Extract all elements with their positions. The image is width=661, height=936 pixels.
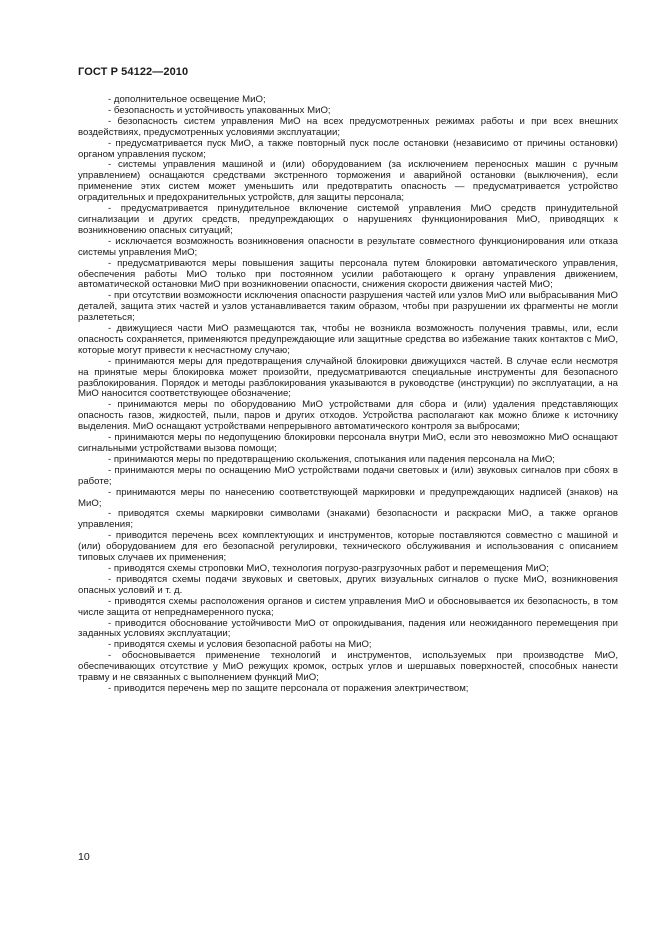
paragraph: - обосновывается применение технологий и инструментов, используемых при производстве МиО, обеспечивающих отсутствие у МиО режущих кромок, острых углов и шершавых поверхностей, способных нанести травму и не связанных с выполнением функций МиО; bbox=[78, 650, 618, 684]
paragraph: - дополнительное освещение МиО; bbox=[108, 94, 266, 105]
paragraph: - приводятся схемы строповки МиО, технология погрузо-разгрузочных работ и перемещения МиО; bbox=[108, 562, 549, 574]
paragraph: - приводятся схемы подачи звуковых и световых, других визуальных сигналов о пуске МиО, возникновения опасных условий и т. д. bbox=[78, 573, 618, 596]
paragraph: - движущиеся части МиО размещаются так, чтобы не возникла возможность получения травмы, или, если опасность сохраняется, применяются предупреждающие или защитные средства во избежание таких контактов с МиО, которые могут привести к несчастному случаю; bbox=[78, 323, 618, 356]
paragraph: - предусматривается принудительное включение системой управления МиО средств принудительной сигнализации и других средств, предупреждающих о нарушениях функционирования МиО, приводящих к возникновению опасных ситуаций; bbox=[78, 203, 618, 236]
paragraph: - принимаются меры по предотвращению скольжения, спотыкания или падения персонала на МиО; bbox=[108, 453, 555, 465]
paragraph: - принимаются меры для предотвращения случайной блокировки движущихся частей. В случае если несмотря на принятые меры блокировка может произойти, предусматриваются специальные инструменты для безопасного разблокирования. Порядок и методы разблокирования указываются в руководстве (инструкции) по эксплуатации, а на МиО наносится соответствующее обозначение; bbox=[78, 355, 618, 400]
document-header: ГОСТ Р 54122—2010 bbox=[78, 66, 189, 78]
paragraph: - предусматривается пуск МиО, а также повторный пуск после остановки (независимо от причины остановки) органом управления пуском; bbox=[78, 137, 618, 160]
paragraph: - принимаются меры по оборудованию МиО устройствами для сбора и (или) удаления представляющих опасность газов, жидкостей, пыли, паров и других отходов. Устройства располагают как можно ближе к источнику выделения. МиО оснащают устройствами непрерывного автоматического контроля за выбросами; bbox=[78, 399, 618, 433]
paragraph: - принимаются меры по недопущению блокировки персонала внутри МиО, если это невозможно МиО оснащают сигнальными устройствами вызова помощи; bbox=[78, 432, 618, 454]
paragraph: - при отсутствии возможности исключения опасности разрушения частей или узлов МиО или выбрасывания МиО деталей, защита этих частей и узлов устанавливается таким образом, чтобы при разрушении их фрагменты не могли разлететься; bbox=[78, 290, 618, 324]
paragraph: - исключается возможность возникновения опасности в результате совместного функционирования или отказа системы управления МиО; bbox=[78, 235, 618, 258]
paragraph: - безопасность систем управления МиО на всех предусмотренных режимах работы и при всех внешних воздействиях, предусмотренных условиями эксплуатации; bbox=[78, 115, 618, 138]
paragraph: - приводятся схемы маркировки символами (знаками) безопасности и раскраски МиО, а также органов управления; bbox=[78, 508, 618, 531]
paragraph: - приводятся схемы и условия безопасной работы на МиО; bbox=[108, 639, 372, 651]
paragraph: - предусматриваются меры повышения защиты персонала путем блокировки автоматического управления, обеспечения работы МиО только при постоянном усилии работающего к органу управления движением, автоматической остановки МиО при возникновении опасности, снижения скорости движения частей МиО; bbox=[78, 257, 618, 291]
paragraph: - принимаются меры по нанесению соответствующей маркировки и предупреждающих надписей (знаков) на МиО; bbox=[78, 486, 618, 509]
paragraph: - приводится перечень всех комплектующих и инструментов, которые поставляются совместно с машиной и (или) оборудованием для его безопасной регулировки, технического обслуживания и использования с описанием типовых случаев их применения; bbox=[78, 530, 618, 564]
paragraph: - приводится обоснование устойчивости МиО от опрокидывания, падения или неожиданного перемещения при заданных условиях эксплуатации; bbox=[78, 617, 618, 640]
paragraph: - принимаются меры по оснащению МиО устройствами подачи световых и (или) звуковых сигналов при сбоях в работе; bbox=[78, 464, 618, 487]
paragraph: - системы управления машиной и (или) оборудованием (за исключением переносных машин с ручным управлением) оснащаются средствами экстренного торможения и аварийной остановки (выключения), если применение этих систем может уменьшить или предотвратить опасность — предусматривается устройство оградительных и предохранительных устройств, для защиты персонала; bbox=[78, 159, 618, 204]
document-body bbox=[78, 95, 618, 695]
paragraph: - безопасность и устойчивость упакованных МиО; bbox=[108, 104, 331, 116]
paragraph: - приводится перечень мер по защите персонала от поражения электричеством; bbox=[108, 682, 469, 694]
page-number: 10 bbox=[78, 851, 90, 863]
paragraph: - приводятся схемы расположения органов и систем управления МиО и обосновывается их безопасность, в том числе защита от непреднамеренного пуска; bbox=[78, 595, 618, 618]
